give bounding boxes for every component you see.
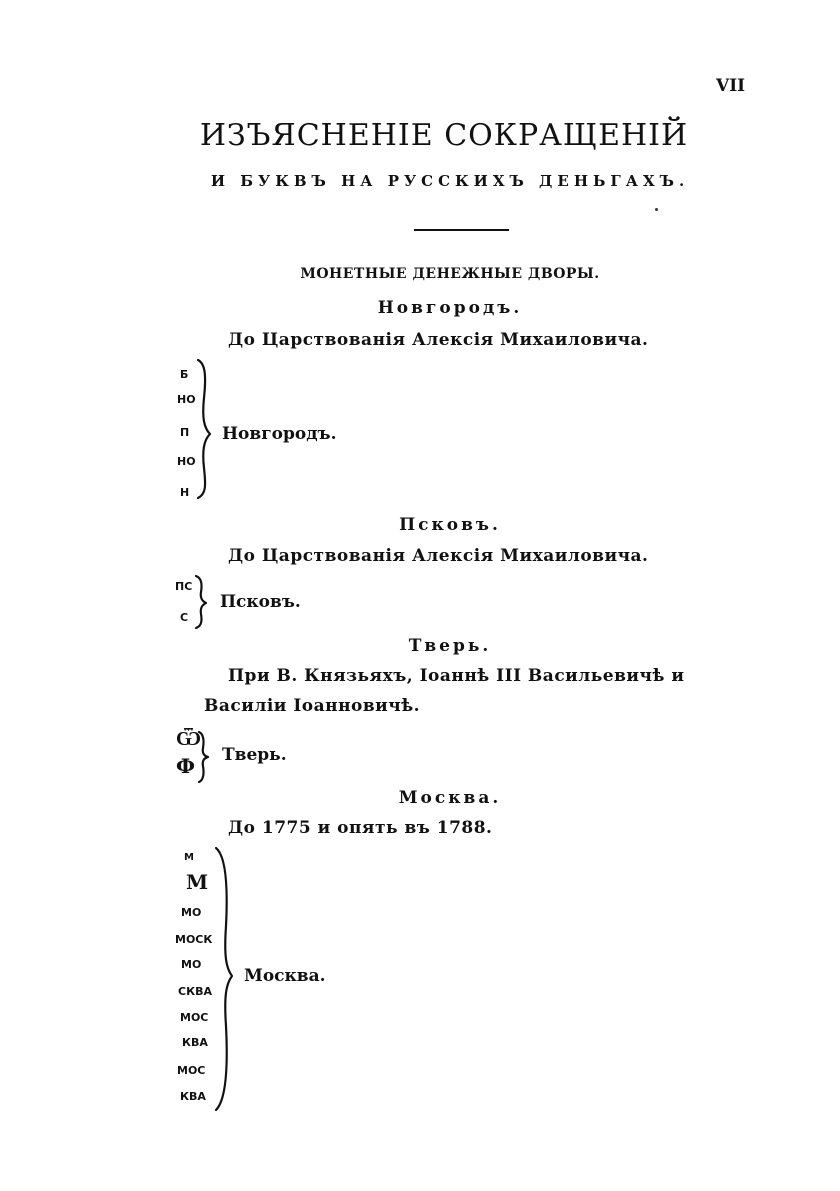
abbr-pskov-2: С (180, 611, 189, 624)
city-heading-tver: Тверь. (408, 636, 492, 656)
abbr-tver-1: Ѿ (176, 726, 202, 750)
abbr-moscow-9: МОС (177, 1064, 206, 1077)
abbr-novgorod-3: П (180, 426, 190, 439)
abbr-moscow-8: КВА (182, 1036, 208, 1049)
abbr-moscow-3: МО (181, 906, 202, 919)
page-number: VII (716, 76, 746, 96)
mint-name-pskov: Псковъ. (220, 592, 301, 612)
period-tver-line2: Василіи Іоанновичѣ. (204, 696, 421, 716)
abbr-novgorod-4: НО (177, 455, 196, 468)
abbr-moscow-2: М (186, 870, 209, 894)
period-novgorod: До Царствованія Алексія Михаиловича. (228, 330, 649, 350)
abbr-moscow-1: М (184, 852, 194, 863)
brace-tver (197, 730, 213, 784)
period-tver-line1: При В. Князьяхъ, Іоаннѣ III Васильевичѣ и (228, 666, 685, 686)
brace-pskov (194, 574, 212, 630)
title-divider (414, 229, 509, 231)
mint-name-moscow: Москва. (244, 966, 326, 986)
page-title: ИЗЪЯСНЕНІЕ СОКРАЩЕНІЙ (199, 118, 689, 153)
abbr-moscow-5: МО (181, 958, 202, 971)
abbr-moscow-4: МОСК (175, 933, 213, 946)
city-heading-novgorod: Новгородъ. (377, 298, 523, 318)
mint-name-tver: Тверь. (222, 745, 287, 765)
mint-name-novgorod: Новгородъ. (222, 424, 337, 444)
abbr-moscow-10: КВА (180, 1090, 206, 1103)
abbr-novgorod-5: Н (180, 486, 190, 499)
abbr-moscow-7: МОС (180, 1011, 209, 1024)
city-heading-pskov: Псковъ. (399, 515, 501, 535)
abbr-pskov-1: ПС (175, 580, 193, 593)
city-heading-moscow: Москва. (398, 788, 502, 808)
brace-novgorod (196, 358, 216, 500)
abbr-novgorod-1: Б (180, 368, 189, 381)
abbr-moscow-6: СКВА (178, 985, 212, 998)
section-heading: МОНЕТНЫЕ ДЕНЕЖНЫЕ ДВОРЫ. (300, 266, 600, 282)
brace-moscow (212, 846, 236, 1112)
abbr-novgorod-2: НО (177, 393, 196, 406)
page-subtitle: И БУКВЪ НА РУССКИХЪ ДЕНЬГАХЪ. (210, 172, 690, 190)
abbr-tver-2: Ф (176, 754, 195, 778)
period-moscow: До 1775 и опять въ 1788. (228, 818, 493, 838)
ink-dot (655, 208, 658, 211)
period-pskov: До Царствованія Алексія Михаиловича. (228, 546, 649, 566)
